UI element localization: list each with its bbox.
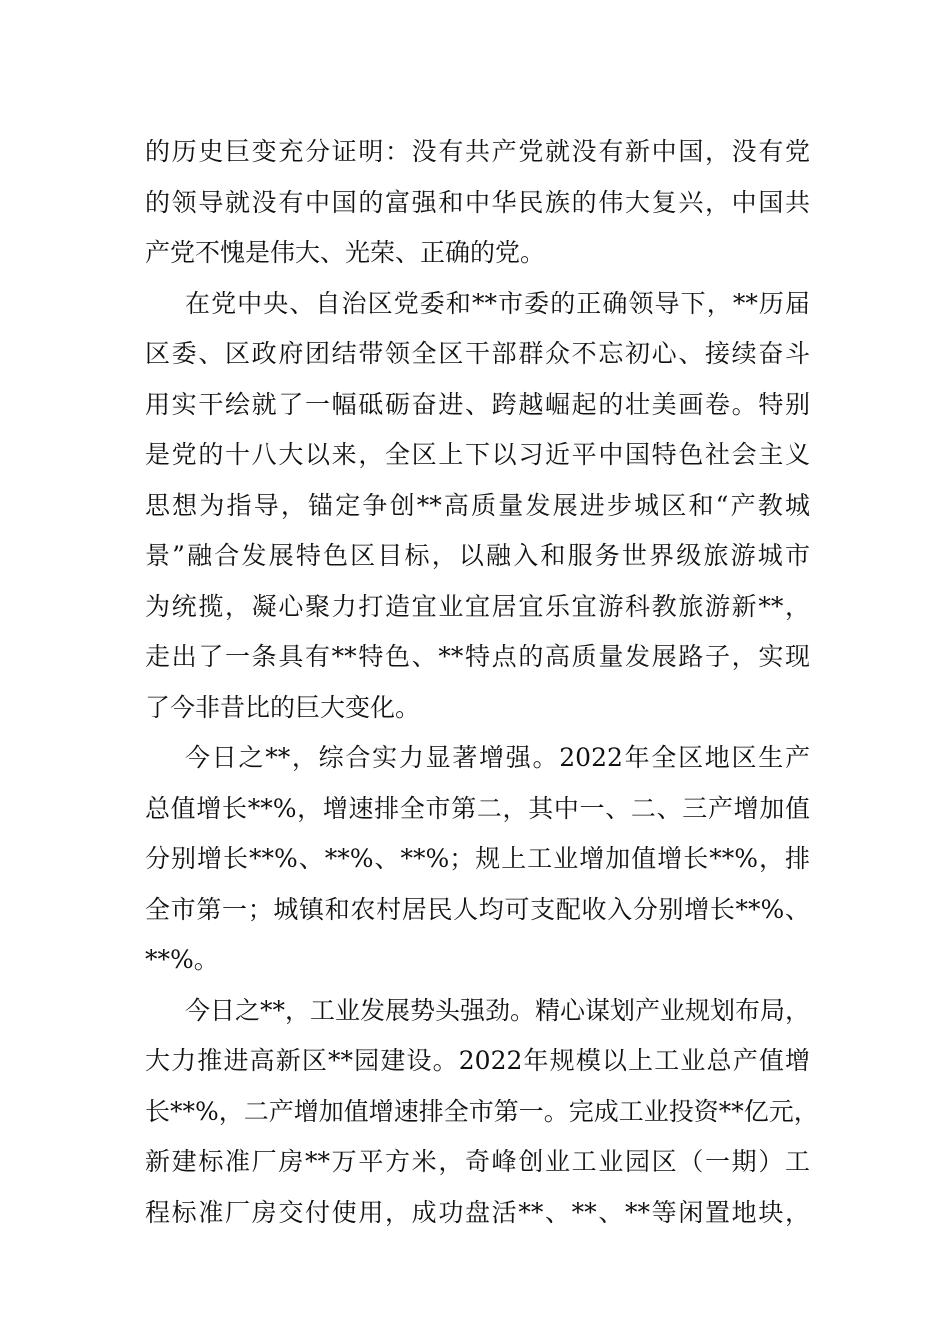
paragraph-1 xyxy=(145,132,810,284)
text-line: 程标准厂房交付使用，成功盘活**、**、**等闲置地块， xyxy=(145,1197,810,1227)
text-line: 全市第一；城镇和农村居民人均可支配收入分别增长**%、 xyxy=(145,894,810,924)
paragraph-3 xyxy=(145,738,810,991)
text-line: 走出了一条具有**特色、**特点的高质量发展路子，实现 xyxy=(145,642,810,671)
text-line: 在党中央、自治区党委和**市委的正确领导下，**历届 xyxy=(185,288,810,318)
text-line: 用实干绘就了一幅砥砺奋进、跨越崛起的壮美画卷。特别 xyxy=(145,389,810,419)
text-line: 总值增长**%，增速排全市第二，其中一、二、三产增加值 xyxy=(145,793,810,823)
text-line: 大力推进高新区**园建设。2022年规模以上工业总产值增 xyxy=(145,1046,810,1075)
text-line: 新建标准厂房**万平方米，奇峰创业工业园区（一期）工 xyxy=(145,1147,810,1176)
text-line: 思想为指导，锚定争创**高质量发展进步城区和“产教城 xyxy=(145,490,810,520)
text-line: 的领导就没有中国的富强和中华民族的伟大复兴，中国共 xyxy=(145,187,810,217)
paragraph-2 xyxy=(145,284,810,739)
text-line: 为统揽，凝心聚力打造宜业宜居宜乐宜游科教旅游新**， xyxy=(145,591,810,621)
document-body xyxy=(145,132,819,1243)
text-line: 是党的十八大以来，全区上下以习近平中国特色社会主义 xyxy=(145,440,810,469)
text-line: 今日之**，综合实力显著增强。2022年全区地区生产 xyxy=(185,743,810,772)
text-line: 产党不愧是伟大、光荣、正确的党。 xyxy=(145,238,546,267)
text-line: 的历史巨变充分证明：没有共产党就没有新中国，没有党 xyxy=(145,137,810,166)
text-line: 分别增长**%、**%、**%；规上工业增加值增长**%，排 xyxy=(145,844,810,873)
text-line: 了今非昔比的巨大变化。 xyxy=(145,692,421,722)
text-line: 今日之**，工业发展势头强劲。精心谋划产业规划布局， xyxy=(185,995,811,1025)
text-line: 景”融合发展特色区目标，以融入和服务世界级旅游城市 xyxy=(145,541,810,570)
text-line: **%。 xyxy=(145,945,219,974)
text-line: 长**%，二产增加值增速排全市第一。完成工业投资**亿元， xyxy=(145,1096,819,1126)
text-line: 区委、区政府团结带领全区干部群众不忘初心、接续奋斗 xyxy=(145,339,810,368)
paragraph-4 xyxy=(145,991,819,1244)
